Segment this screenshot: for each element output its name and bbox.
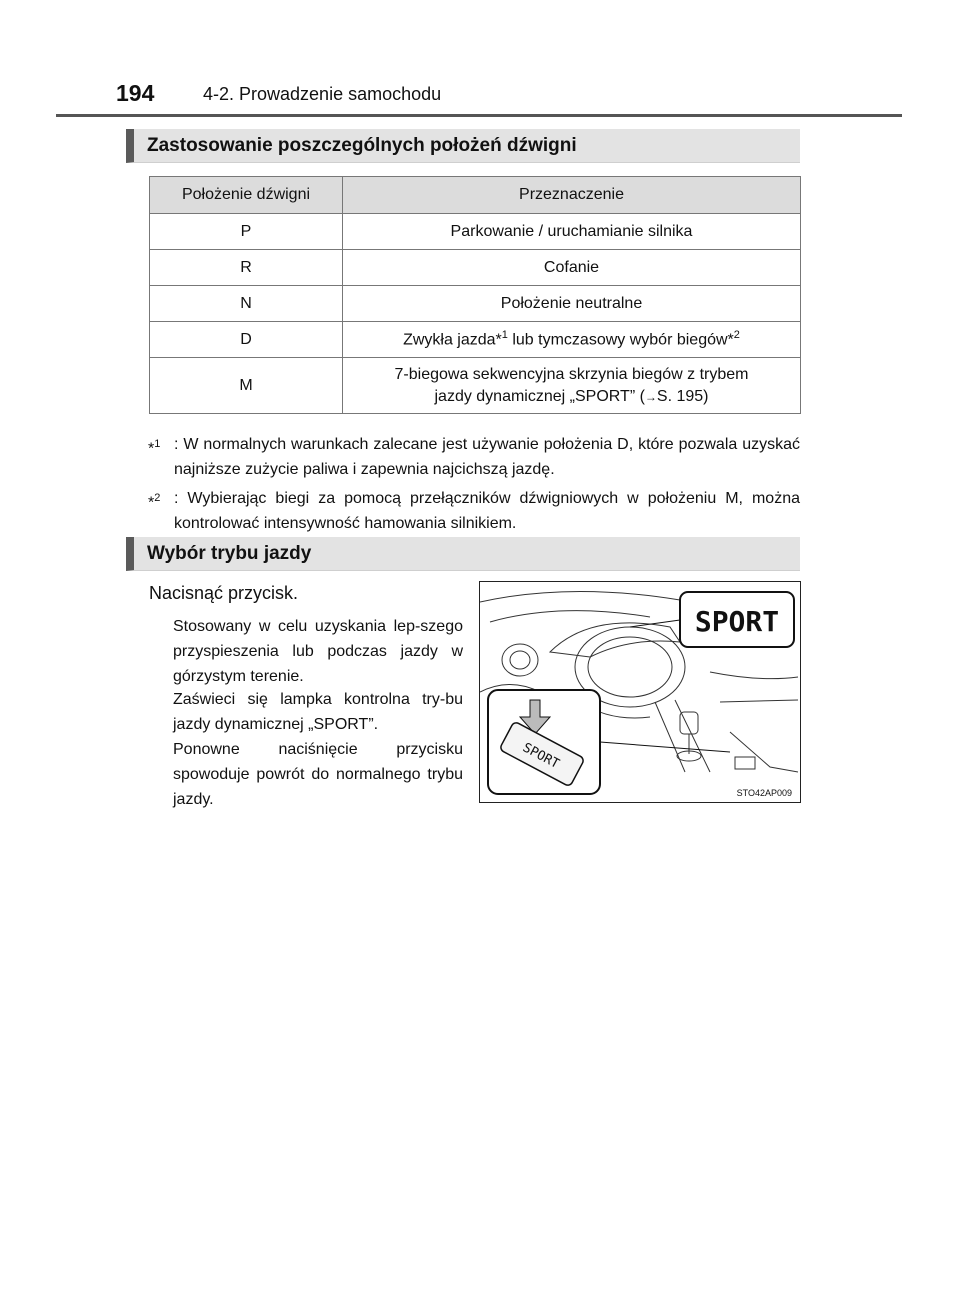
position-cell: M [150, 358, 343, 414]
table-row [150, 250, 801, 286]
purpose-text: 7-biegowa sekwencyjna skrzynia biegów z trybem [394, 365, 749, 383]
paragraph: Stosowany w celu uzyskania lep-szego przyspieszenia lub podczas jazdy w górzystym terenie. [173, 618, 463, 685]
section-heading-text: Wybór trybu jazdy [147, 543, 312, 564]
column-header-position: Położenie dźwigni [150, 177, 343, 214]
table-header-row [150, 177, 801, 214]
lever-position-table [149, 176, 801, 414]
table-row [150, 322, 801, 358]
header-divider [56, 114, 902, 117]
footnote-2 [148, 486, 800, 536]
purpose-cell [343, 358, 801, 414]
table-row [150, 358, 801, 414]
position-cell: P [150, 214, 343, 250]
footnote-ref: 1 [501, 329, 508, 342]
purpose-text: Zwykła jazda* [403, 331, 502, 349]
instruction-lead: Nacisnąć przycisk. [149, 583, 299, 603]
paragraph: Ponowne naciśnięcie przycisku spowoduje powrót do normalnego trybu jazdy. [173, 741, 463, 808]
table-row [150, 214, 801, 250]
footnote-text: : W normalnych warunkach zalecane jest używanie położenia D, które pozwala uzyskać najniższe zużycie paliwa i zapewnia najcichszą jazdę. [174, 436, 800, 478]
paragraph: Zaświeci się lampka kontrolna try-bu jazdy dynamicznej „SPORT”. [173, 691, 463, 733]
sport-button-illustration [479, 581, 801, 803]
purpose-cell [343, 322, 801, 358]
dashboard-drawing [480, 582, 800, 802]
figure-code: STO42AP009 [736, 788, 792, 798]
position-cell: R [150, 250, 343, 286]
purpose-cell: Parkowanie / uruchamianie silnika [343, 214, 801, 250]
section-heading-lever-positions [126, 129, 800, 163]
purpose-text: jazdy dynamicznej „SPORT” ( [434, 387, 645, 405]
footnote-marker: *$^2$ [148, 492, 161, 512]
footnote-ref: 2 [733, 329, 740, 342]
page-number: 194 [116, 80, 155, 106]
footnote-1 [148, 432, 800, 482]
footnote-text: : Wybierając biegi za pomocą przełączników dźwigniowych w położeniu M, można kontrolować intensywność hamowania silnikiem. [174, 490, 800, 532]
page-ref-arrow-icon: → [644, 389, 657, 404]
section-heading-text: Zastosowanie poszczególnych położeń dźwigni [147, 135, 577, 156]
page-reference-link[interactable]: S. 195) [656, 387, 709, 405]
button-label: SPORT [520, 740, 562, 773]
callout-label: SPORT [694, 605, 780, 638]
section-header: 4-2. Prowadzenie samochodu [203, 84, 442, 104]
position-cell: D [150, 322, 343, 358]
purpose-text-line2 [349, 386, 794, 408]
section-heading-drive-mode [126, 537, 800, 571]
purpose-cell: Cofanie [343, 250, 801, 286]
column-header-purpose: Przeznaczenie [343, 177, 801, 214]
purpose-text: lub tymczasowy wybór biegów* [507, 331, 734, 349]
table-row [150, 286, 801, 322]
purpose-cell: Położenie neutralne [343, 286, 801, 322]
footnote-marker: *$^1$ [148, 438, 161, 458]
position-cell: N [150, 286, 343, 322]
